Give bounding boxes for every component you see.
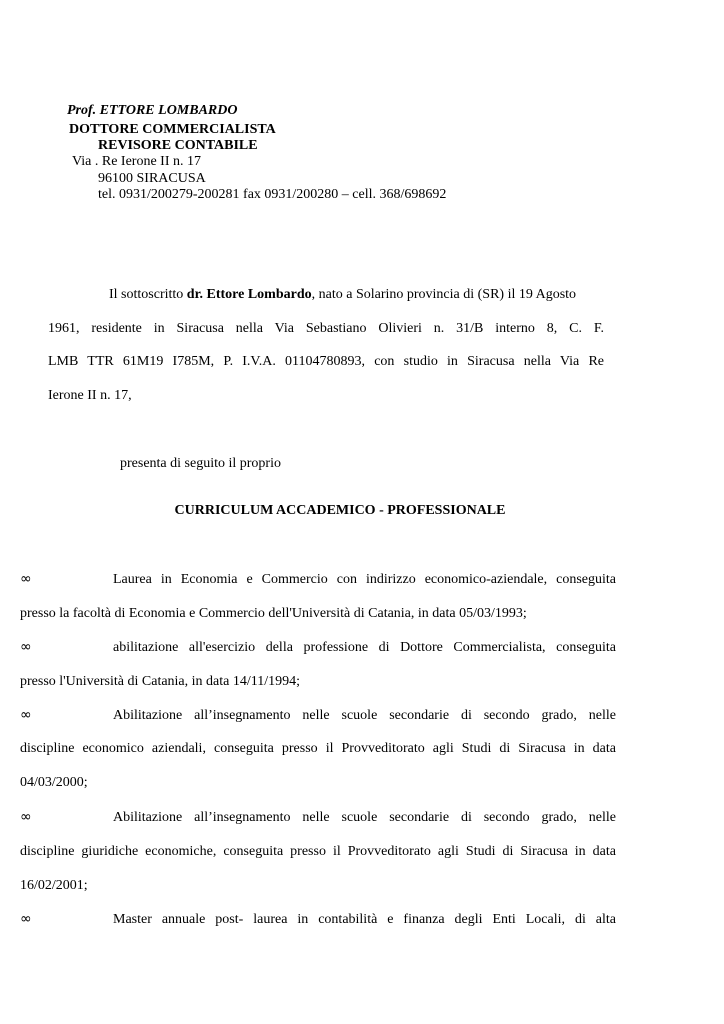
item-line: presso la facoltà di Economia e Commercio dell'Università di Catania, in data 05/03/1993; xyxy=(20,606,527,621)
item-line: discipline giuridiche economiche, conseguita presso il Provveditorato agli Studi di Siracusa in data xyxy=(20,844,616,859)
author-title-commercialista: DOTTORE COMMERCIALISTA xyxy=(69,122,276,137)
item-line: Laurea in Economia e Commercio con indirizzo economico-aziendale, conseguita xyxy=(113,572,616,587)
infinity-bullet-icon: ∞ xyxy=(20,809,32,825)
item-line: 16/02/2001; xyxy=(20,878,88,893)
intro-line-3: LMB TTR 61M19 I785M, P. I.V.A. 01104780893, con studio in Siracusa nella Via Re xyxy=(48,354,604,369)
intro-text: , nato a Solarino provincia di (SR) il 19 Agosto xyxy=(311,287,577,302)
item-line: Abilitazione all’insegnamento nelle scuole secondarie di secondo grado, nelle xyxy=(113,708,616,723)
intro-name: dr. Ettore Lombardo xyxy=(186,287,312,302)
item-line: abilitazione all'esercizio della professione di Dottore Commercialista, conseguita xyxy=(113,640,616,655)
intro-line-2: 1961, residente in Siracusa nella Via Sebastiano Olivieri n. 31/B interno 8, C. F. xyxy=(48,321,604,336)
address-city: 96100 SIRACUSA xyxy=(98,171,206,186)
infinity-bullet-icon: ∞ xyxy=(20,571,32,587)
infinity-bullet-icon: ∞ xyxy=(20,707,32,723)
item-line: 04/03/2000; xyxy=(20,775,88,790)
intro-text: Il sottoscritto xyxy=(109,287,187,302)
address-street: Via . Re Ierone II n. 17 xyxy=(72,154,202,169)
section-heading: CURRICULUM ACCADEMICO - PROFESSIONALE xyxy=(174,503,506,518)
item-line: discipline economico aziendali, conseguita presso il Provveditorato agli Studi di Siracusa in data xyxy=(20,741,616,756)
infinity-bullet-icon: ∞ xyxy=(20,911,32,927)
item-line: Abilitazione all’insegnamento nelle scuole secondarie di secondo grado, nelle xyxy=(113,810,616,825)
presenta-line: presenta di seguito il proprio xyxy=(120,456,281,471)
author-name: Prof. ETTORE LOMBARDO xyxy=(67,103,238,118)
author-title-revisore: REVISORE CONTABILE xyxy=(98,138,258,153)
infinity-bullet-icon: ∞ xyxy=(20,639,32,655)
contact-numbers: tel. 0931/200279-200281 fax 0931/200280 – cell. 368/698692 xyxy=(98,187,447,202)
item-line: Master annuale post- laurea in contabilità e finanza degli Enti Locali, di alta xyxy=(113,912,616,927)
intro-line-1 xyxy=(109,286,576,303)
intro-line-4: Ierone II n. 17, xyxy=(48,388,132,403)
item-line: presso l'Università di Catania, in data 14/11/1994; xyxy=(20,674,301,689)
